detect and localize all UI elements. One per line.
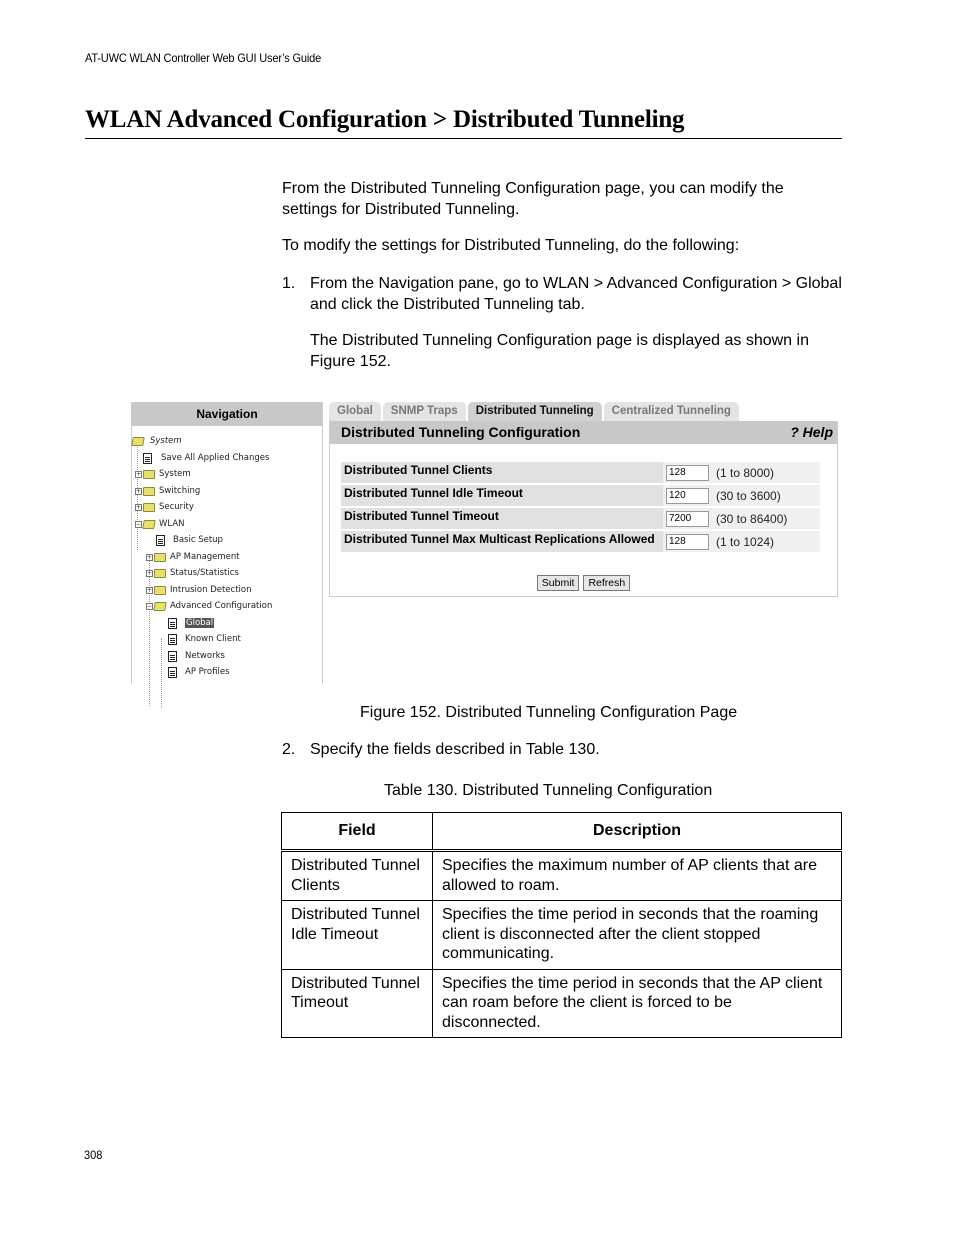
- tree-item-known-client[interactable]: Known Client: [168, 632, 241, 646]
- table-row: [282, 901, 842, 970]
- folder-icon: [154, 586, 166, 595]
- folder-open-icon: [142, 520, 156, 529]
- expand-icon[interactable]: +: [147, 569, 153, 577]
- tab-snmp-traps[interactable]: SNMP Traps: [383, 402, 466, 421]
- tree-item-system[interactable]: + System: [136, 469, 191, 479]
- tab-centralized-tunneling[interactable]: Centralized Tunneling: [604, 402, 739, 421]
- field-cell: Distributed Tunnel Clients: [282, 851, 433, 901]
- description-cell: Specifies the maximum number of AP clients that are allowed to roam.: [433, 851, 842, 901]
- navigation-tree: [132, 426, 322, 677]
- table-caption: Table 130. Distributed Tunneling Configuration: [384, 782, 713, 799]
- field-row-tunnel-timeout: [341, 508, 820, 531]
- tab-bar: [329, 402, 741, 421]
- running-header: AT-UWC WLAN Controller Web GUI User’s Guide: [85, 51, 322, 65]
- field-range: (30 to 3600): [716, 488, 781, 503]
- refresh-button[interactable]: Refresh: [583, 575, 630, 591]
- field-range: (1 to 8000): [716, 465, 775, 480]
- figure-caption: Figure 152. Distributed Tunneling Configuration Page: [360, 704, 738, 721]
- expand-icon[interactable]: +: [136, 470, 142, 478]
- step-text: Specify the fields described in Table 130.: [310, 741, 600, 758]
- folder-open-icon: [131, 437, 145, 446]
- help-link[interactable]: ? Help: [790, 424, 833, 440]
- collapse-icon[interactable]: −: [136, 520, 142, 528]
- page-icon: [168, 667, 177, 678]
- submit-button[interactable]: Submit: [537, 575, 580, 591]
- tree-item-networks[interactable]: Networks: [168, 649, 225, 663]
- expand-icon[interactable]: +: [147, 553, 153, 561]
- step-text: From the Navigation pane, go to WLAN > Advanced Configuration > Global and click the Distributed Tunneling tab.: [310, 275, 842, 313]
- tree-item-status-statistics[interactable]: + Status/Statistics: [147, 568, 239, 578]
- tree-item-security[interactable]: + Security: [136, 502, 194, 512]
- folder-open-icon: [153, 602, 167, 611]
- field-label: Distributed Tunnel Timeout: [341, 508, 663, 531]
- field-label: Distributed Tunnel Max Multicast Replications Allowed: [341, 531, 663, 554]
- navigation-pane: [131, 402, 323, 684]
- tree-item-save-all[interactable]: Save All Applied Changes: [143, 451, 269, 465]
- tree-item-basic-setup[interactable]: Basic Setup: [156, 533, 223, 547]
- idle-timeout-input[interactable]: [666, 488, 709, 504]
- table-row: [282, 969, 842, 1038]
- max-multicast-input[interactable]: [666, 534, 709, 550]
- page-icon: [156, 535, 165, 546]
- button-row: [330, 575, 837, 591]
- field-row-tunnel-clients: [341, 462, 820, 485]
- tree-item-ap-management[interactable]: + AP Management: [147, 552, 240, 562]
- expand-icon[interactable]: +: [147, 586, 153, 594]
- config-form: [341, 462, 820, 554]
- field-range: (1 to 1024): [716, 534, 775, 549]
- step-1-note: The Distributed Tunneling Configuration page is displayed as shown in Figure 152.: [310, 332, 809, 370]
- description-cell: Specifies the time period in seconds that the roaming client is disconnected after the client stopped communicating.: [433, 901, 842, 970]
- tunnel-clients-input[interactable]: [666, 465, 709, 481]
- collapse-icon[interactable]: −: [147, 602, 153, 610]
- tree-item-ap-profiles[interactable]: AP Profiles: [168, 665, 230, 679]
- field-cell: Distributed Tunnel Timeout: [282, 969, 433, 1038]
- field-row-idle-timeout: [341, 485, 820, 508]
- tree-line: [161, 638, 162, 708]
- field-cell: Distributed Tunnel Idle Timeout: [282, 901, 433, 970]
- config-panel: [329, 421, 838, 597]
- column-header-field: Field: [282, 813, 433, 851]
- field-range: (30 to 86400): [716, 511, 788, 526]
- tab-distributed-tunneling[interactable]: Distributed Tunneling: [468, 402, 602, 421]
- field-row-max-multicast: [341, 531, 820, 554]
- folder-icon: [154, 569, 166, 578]
- page-icon: [168, 618, 177, 629]
- page-icon: [168, 651, 177, 662]
- navigation-title: Navigation: [132, 402, 322, 426]
- table-header-row: [282, 813, 842, 851]
- description-cell: Specifies the time period in seconds that the AP client can roam before the client is forced to be disconnected.: [433, 969, 842, 1038]
- column-header-description: Description: [433, 813, 842, 851]
- expand-icon[interactable]: +: [136, 487, 142, 495]
- folder-icon: [154, 553, 166, 562]
- page-icon: [168, 634, 177, 645]
- field-label: Distributed Tunnel Clients: [341, 462, 663, 485]
- panel-title: Distributed Tunneling Configuration ? Help: [330, 421, 837, 444]
- folder-icon: [143, 470, 155, 479]
- page-icon: [143, 453, 152, 464]
- tree-item-intrusion-detection[interactable]: + Intrusion Detection: [147, 585, 252, 595]
- folder-icon: [143, 487, 155, 496]
- tree-item-global[interactable]: Global: [168, 616, 214, 630]
- table-row: [282, 851, 842, 901]
- figure-screenshot: [131, 402, 841, 684]
- tree-item-system-root[interactable]: System: [132, 434, 182, 448]
- section-title: WLAN Advanced Configuration > Distributed Tunneling: [85, 106, 842, 139]
- tree-item-switching[interactable]: + Switching: [136, 486, 201, 496]
- folder-icon: [143, 503, 155, 512]
- field-label: Distributed Tunnel Idle Timeout: [341, 485, 663, 508]
- step-number: 2.: [282, 741, 296, 758]
- fields-table: [281, 812, 842, 1038]
- page-number: 308: [84, 1148, 103, 1162]
- intro-instruction: To modify the settings for Distributed Tunneling, do the following:: [282, 237, 740, 254]
- step-number: 1.: [282, 275, 296, 292]
- intro-paragraph: From the Distributed Tunneling Configuration page, you can modify the settings for Distributed Tunneling.: [282, 180, 784, 218]
- tree-item-wlan[interactable]: − WLAN: [136, 519, 185, 529]
- tree-item-advanced-configuration[interactable]: − Advanced Configuration: [147, 601, 273, 611]
- expand-icon[interactable]: +: [136, 503, 142, 511]
- tunnel-timeout-input[interactable]: [666, 511, 709, 527]
- tab-global[interactable]: Global: [329, 402, 381, 421]
